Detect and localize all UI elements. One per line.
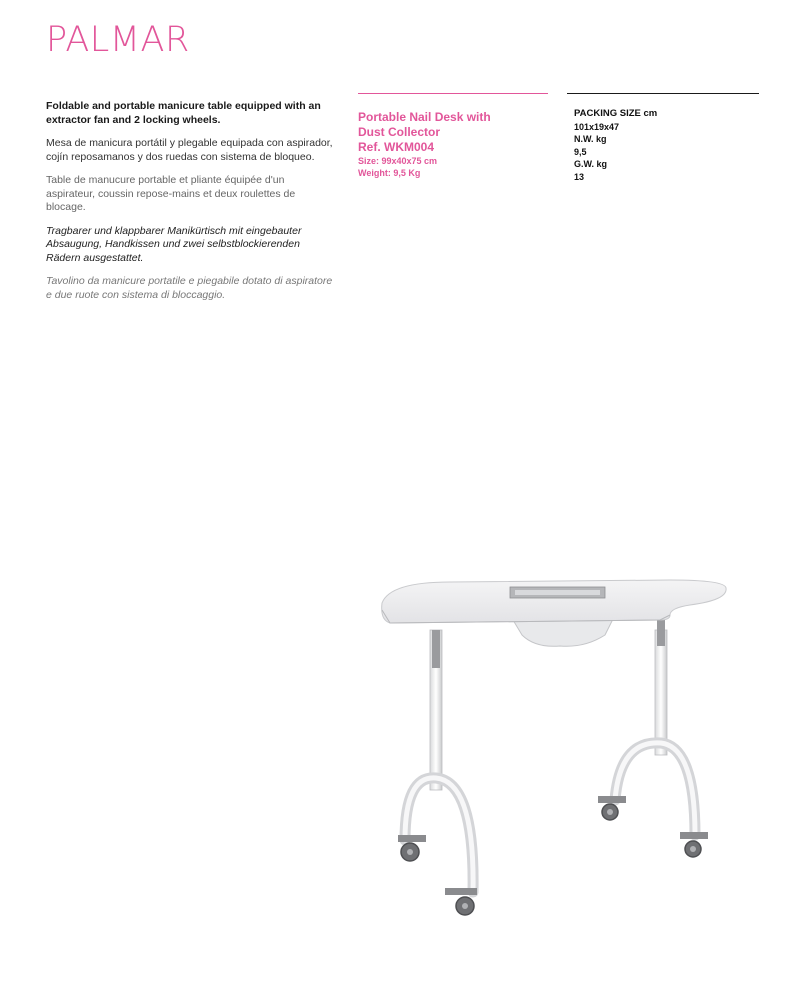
product-info [358,110,548,179]
page-title: PALMAR [46,20,190,60]
packing-header: PACKING SIZE cm [574,108,658,119]
packing-size: 101x19x47 [574,121,620,132]
wheel-back-left [445,888,477,915]
description-it: Tavolino da manicure portatile e piegabile dotato di aspiratore e due ruote con sistema di bloccaggio. [46,275,333,301]
product-photo [370,560,740,990]
description-fr: Table de manucure portable et pliante équipée d'un aspirateur, coussin repose-mains et deux roulettes de blocage. [46,174,296,213]
product-name-line1: Portable Nail Desk with [358,110,491,124]
left-bracket [432,630,440,668]
description-en: Foldable and portable manicure table equipped with an extractor fan and 2 locking wheels. [46,100,321,126]
right-leg [655,630,667,755]
packing-info [574,108,657,183]
wheel-front-left [398,835,426,861]
packing-nw-label: N.W. kg [574,134,607,144]
product-divider [358,93,548,94]
product-size: Size: 99x40x75 cm [358,156,438,166]
product-name-line2: Dust Collector [358,125,441,139]
description-de: Tragbarer und klappbarer Manikürtisch mit eingebauter Absaugung, Handkissen und zwei selbstblockierenden Rädern ausgestattet. [46,224,302,264]
product-ref: Ref. WKM004 [358,140,435,154]
description-block [46,100,336,312]
packing-gw-label: G.W. kg [574,159,608,169]
packing-gw-value: 13 [574,171,585,182]
description-es: Mesa de manicura portátil y plegable equipada con aspirador, cojín reposamanos y dos ruedas con sistema de bloqueo. [46,137,333,163]
table-top [382,580,726,623]
product-weight: Weight: 9,5 Kg [358,168,421,178]
packing-nw-value: 9,5 [574,146,587,157]
left-base-arc [405,778,473,892]
wheel-front-right [598,796,626,820]
wheel-back-right [680,832,708,857]
packing-divider [567,93,759,94]
